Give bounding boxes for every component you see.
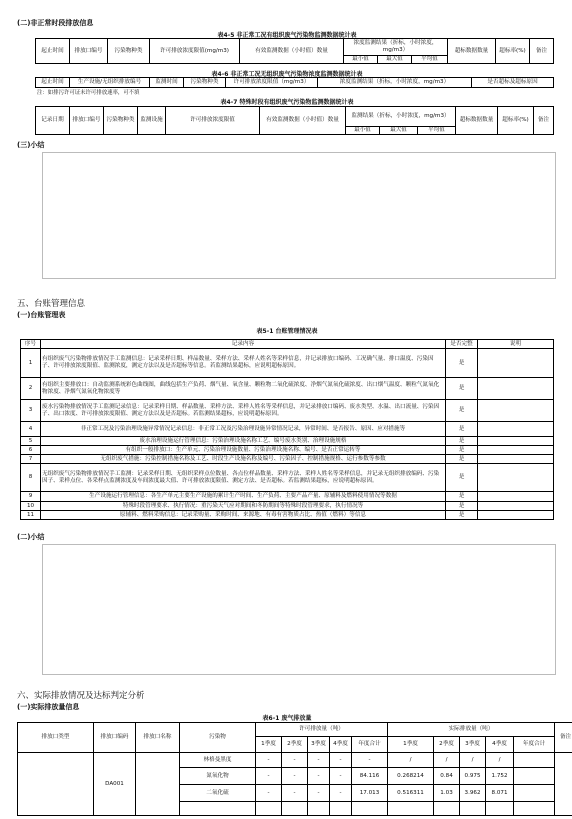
quarter-header: 2季度 xyxy=(282,737,308,753)
header-cell: 污染物种类 xyxy=(104,107,138,135)
value-cell: 0.84 xyxy=(434,768,460,785)
header-cell: 监测设施 xyxy=(138,107,166,135)
header-cell: 许可排放量（吨） xyxy=(256,723,388,737)
header-cell: 排放口名称 xyxy=(136,723,180,753)
value-cell: - xyxy=(256,785,282,802)
table-4-7-caption: 表4-7 特殊时段有组织废气污染物监测数据统计表 xyxy=(220,99,354,106)
table-row xyxy=(21,378,554,400)
table-row xyxy=(21,511,554,520)
quarter-header: 4季度 xyxy=(486,737,514,753)
record-content: 有组织主要排放口：自动监测系统彩色曲线图，曲线包括生产负荷、烟气量、氧含量、颗粒物二氧化硫浓度、净烟气氮氧化硫浓度、出口烟气温度、颗粒气氮氧化物浓度、净烟气氮氧化物浓度等 xyxy=(41,378,446,400)
emissions-subheading: (一)实际排放量信息 xyxy=(17,703,80,711)
quarter-header: 1季度 xyxy=(388,737,434,753)
table-5-1-caption: 表5-1 台账管理情况表 xyxy=(256,328,318,335)
row-number: 6 xyxy=(21,446,41,455)
value-cell xyxy=(352,802,388,816)
table-row xyxy=(21,422,554,437)
header-cell: 记录日期 xyxy=(36,107,70,135)
complete-flag: 是 xyxy=(446,446,478,455)
complete-flag: 是 xyxy=(446,492,478,502)
header-cell: 是否超标及超标原因 xyxy=(472,78,554,88)
subheader-cell: 最大值 xyxy=(378,56,412,64)
complete-flag: 是 xyxy=(446,400,478,422)
quarter-header: 3季度 xyxy=(308,737,330,753)
section-heading-abnormal: (二)非正常时段排放信息 xyxy=(17,19,94,27)
row-number: 8 xyxy=(21,464,41,492)
row-number: 5 xyxy=(21,437,41,446)
table-4-5 xyxy=(35,38,554,64)
header-cell: 超标数据数量 xyxy=(448,39,496,64)
header-cell: 备注 xyxy=(530,39,554,64)
pollutant-name: 氮氧化物 xyxy=(180,768,256,785)
subheader-cell: 最大值 xyxy=(380,127,418,135)
table-5-1 xyxy=(20,339,554,520)
value-cell xyxy=(514,802,555,816)
header-cell: 起止时间 xyxy=(36,78,70,88)
row-number: 2 xyxy=(21,378,41,400)
value-cell: - xyxy=(256,768,282,785)
value-cell: - xyxy=(282,768,308,785)
header-cell: 生产设施/无组织排放编号 xyxy=(70,78,150,88)
table-row xyxy=(21,400,554,422)
row-number: 7 xyxy=(21,455,41,464)
value-cell: 1.03 xyxy=(434,785,460,802)
table-row xyxy=(21,446,554,455)
header-cell: 监测时间 xyxy=(150,78,184,88)
value-cell: 3.962 xyxy=(460,785,486,802)
table-6-1-caption: 表6-1 废气排放量 xyxy=(262,715,312,722)
header-cell: 序号 xyxy=(21,340,41,349)
section-title-ledger: 五、台账管理信息 xyxy=(17,299,86,309)
value-cell: - xyxy=(308,768,330,785)
value-cell: - xyxy=(330,785,352,802)
value-cell: 0.516311 xyxy=(388,785,434,802)
outlet-name-cell xyxy=(136,753,180,816)
complete-flag: 是 xyxy=(446,502,478,511)
header-cell: 超标率(%) xyxy=(498,107,534,135)
outlet-code-cell: DA001 xyxy=(94,753,136,816)
record-content: 有组织废气污染物排放情况手工监测信息：记录采样日期、样品数量、采样方法、采样人姓名等采样信息，并记录排放口编码、工况确气量、排口温度、污染因子、许可排放浓度限值、监测浓度，测定方法以及是否超标等信息。若监测结果超标，应说明超标原因。 xyxy=(41,349,446,378)
quarter-header: 1季度 xyxy=(256,737,282,753)
ledger-subheading: (一)台账管理表 xyxy=(17,311,66,319)
record-content: 废水污染物排放情况手工监测记录信息：记录采样日期、样品数量、采样方法、采样人姓名等采样信息，并记录排放口编码、废水类型、水温、出口流量、污染因子、出口浓度、许可排放浓度限值、测定方法以及是否超标。若监测结果超标，应说明超标原因。 xyxy=(41,400,446,422)
summary-heading-3: (三)小结 xyxy=(17,141,45,149)
header-cell: 排放口编码 xyxy=(94,723,136,753)
table-4-7 xyxy=(35,106,554,135)
table-row xyxy=(21,492,554,502)
value-cell: - xyxy=(308,785,330,802)
subheader-cell: 平均值 xyxy=(418,127,456,135)
subheader-cell: 最小值 xyxy=(346,127,380,135)
quarter-header: 3季度 xyxy=(460,737,486,753)
remark-cell xyxy=(478,502,554,511)
value-cell: 0.975 xyxy=(460,768,486,785)
header-cell: 超标数据数量 xyxy=(456,107,498,135)
header-cell: 污染物种类 xyxy=(108,39,150,64)
header-cell: 污染物 xyxy=(180,723,256,753)
complete-flag: 是 xyxy=(446,349,478,378)
value-cell: / xyxy=(486,753,514,768)
header-cell: 实际排放量（吨） xyxy=(388,723,555,737)
value-cell xyxy=(514,768,555,785)
header-cell: 排放口类型 xyxy=(18,723,94,753)
value-cell: - xyxy=(256,753,282,768)
value-cell: / xyxy=(388,753,434,768)
complete-flag: 是 xyxy=(446,455,478,464)
remark-cell xyxy=(478,422,554,437)
header-cell: 说明 xyxy=(478,340,554,349)
remark-cell xyxy=(555,753,572,816)
complete-flag: 是 xyxy=(446,378,478,400)
quarter-header: 4季度 xyxy=(330,737,352,753)
quarter-header: 2季度 xyxy=(434,737,460,753)
value-cell xyxy=(330,802,352,816)
value-cell xyxy=(460,802,486,816)
header-cell: 排放口编号 xyxy=(70,39,108,64)
row-number: 9 xyxy=(21,492,41,502)
remark-cell xyxy=(478,378,554,400)
record-content: 有组织一般排放口：生产单元、污染治理设施数量、污染治理设施名称、编号、是否正常运转等 xyxy=(41,446,446,455)
header-cell: 备注 xyxy=(555,723,572,753)
value-cell: / xyxy=(434,753,460,768)
table-6-1 xyxy=(17,722,572,816)
value-cell: 8.071 xyxy=(486,785,514,802)
value-cell xyxy=(388,802,434,816)
value-cell xyxy=(282,802,308,816)
value-cell: 0.268214 xyxy=(388,768,434,785)
header-cell: 备注 xyxy=(534,107,554,135)
remark-cell xyxy=(478,446,554,455)
header-cell: 超标率(%) xyxy=(496,39,530,64)
value-cell: 1.752 xyxy=(486,768,514,785)
value-cell: - xyxy=(282,753,308,768)
value-cell xyxy=(486,802,514,816)
header-cell: 监测结果（折标，小时浓度，mg/m3） xyxy=(346,107,456,127)
header-cell: 许可排放浓度限值（mg/m3） xyxy=(226,78,318,88)
header-cell: 许可排放浓度限值 xyxy=(166,107,260,135)
row-number: 10 xyxy=(21,502,41,511)
value-cell: - xyxy=(330,753,352,768)
table-4-6-note: 注：如排污许可证未许可排放速率，可不填 xyxy=(37,90,140,96)
row-number: 11 xyxy=(21,511,41,520)
table-row xyxy=(18,753,572,768)
header-cell: 污染物种类 xyxy=(184,78,226,88)
remark-cell xyxy=(478,437,554,446)
pollutant-name: 二氧化硫 xyxy=(180,785,256,802)
record-content: 特殊时段管理要求、执行情况：重污染天气应对期间和冬防期间等特殊时段管理要求，执行情况等 xyxy=(41,502,446,511)
remark-cell xyxy=(478,400,554,422)
record-content: 生产设施运行管理信息：各生产单元主要生产设施的累计生产时间、生产负荷、主要产品产量、原辅料及燃料使用情况等数据 xyxy=(41,492,446,502)
row-number: 3 xyxy=(21,400,41,422)
record-content: 原辅料、燃料采购信息：记录采购量、采购时间、来源地、有毒有害物质占比、热值（燃料）等信息 xyxy=(41,511,446,520)
record-content: 废水治理设施运行管理信息：污染治理设施名称工艺、编号废水类别、治理设施规格 xyxy=(41,437,446,446)
record-content: 非正常工况及污染治理设施异常情况记录信息：非正常工况及污染治理设施异常情况记录，异常时间、是否报告、原因、应对措施等 xyxy=(41,422,446,437)
pollutant-name xyxy=(180,802,256,816)
ledger-summary-heading: (二)小结 xyxy=(17,533,45,541)
remark-cell xyxy=(478,511,554,520)
value-cell xyxy=(514,785,555,802)
header-cell: 是否完整 xyxy=(446,340,478,349)
ledger-summary-box[interactable] xyxy=(42,544,556,675)
value-cell: 17.013 xyxy=(352,785,388,802)
value-cell xyxy=(514,753,555,768)
summary-text-box[interactable] xyxy=(42,152,556,279)
value-cell: - xyxy=(282,785,308,802)
table-4-6 xyxy=(35,77,554,88)
complete-flag: 是 xyxy=(446,422,478,437)
row-number: 1 xyxy=(21,349,41,378)
value-cell: 84.116 xyxy=(352,768,388,785)
complete-flag: 是 xyxy=(446,511,478,520)
table-row xyxy=(21,502,554,511)
row-number: 4 xyxy=(21,422,41,437)
subheader-cell: 最小值 xyxy=(344,56,378,64)
value-cell: / xyxy=(460,753,486,768)
remark-cell xyxy=(478,464,554,492)
section-title-emissions: 六、实际排放情况及达标判定分析 xyxy=(17,691,145,701)
remark-cell xyxy=(478,349,554,378)
record-content: 无组织废气措施：污染控制措施名称及工艺、时段生产设施名称及编号、污染因子、控制措施规格、运行参数等参数 xyxy=(41,455,446,464)
header-cell: 起止时间 xyxy=(36,39,70,64)
table-4-5-caption: 表4-5 非正常工况有组织废气污染物监测数据统计表 xyxy=(217,32,357,39)
outlet-type-cell xyxy=(18,753,94,816)
table-row xyxy=(21,437,554,446)
quarter-header: 年度合计 xyxy=(352,737,388,753)
value-cell: - xyxy=(330,768,352,785)
value-cell: - xyxy=(308,753,330,768)
header-cell: 浓度监测结果（折标，小时浓度，mg/m3） xyxy=(318,78,472,88)
header-cell: 记录内容 xyxy=(41,340,446,349)
complete-flag: 是 xyxy=(446,437,478,446)
table-4-6-caption: 表4-6 非正常工况无组织废气污染物浓度监测数据统计表 xyxy=(211,71,363,78)
table-row xyxy=(21,455,554,464)
header-cell: 有效监测数据（小时值）数量 xyxy=(260,107,346,135)
header-cell: 许可排放浓度限值(mg/m3) xyxy=(150,39,240,64)
value-cell xyxy=(308,802,330,816)
complete-flag: 是 xyxy=(446,464,478,492)
value-cell: - xyxy=(352,753,388,768)
table-row xyxy=(21,464,554,492)
quarter-header: 年度合计 xyxy=(514,737,555,753)
value-cell xyxy=(256,802,282,816)
header-cell: 有效监测数据（小时值）数量 xyxy=(240,39,344,64)
pollutant-name: 林格曼黑度 xyxy=(180,753,256,768)
header-cell: 排放口编号 xyxy=(70,107,104,135)
table-row xyxy=(21,349,554,378)
subheader-cell: 平均值 xyxy=(412,56,448,64)
value-cell xyxy=(434,802,460,816)
remark-cell xyxy=(478,455,554,464)
record-content: 无组织废气污染物排放情况手工监测：记录采样日期、无组织采样点位数量、各点位样品数量、采样方法、采样人姓名等采样信息，并记录无组织排放编码、污染因子、采样点位、各采样点监测浓度及车间浓度最大值、许可排放浓度限值、测定方法、是否超标。若监测结果超标，应说明超标原因。 xyxy=(41,464,446,492)
header-cell: 浓度监测结果（折标，小时浓度，mg/m3） xyxy=(344,39,448,56)
remark-cell xyxy=(478,492,554,502)
